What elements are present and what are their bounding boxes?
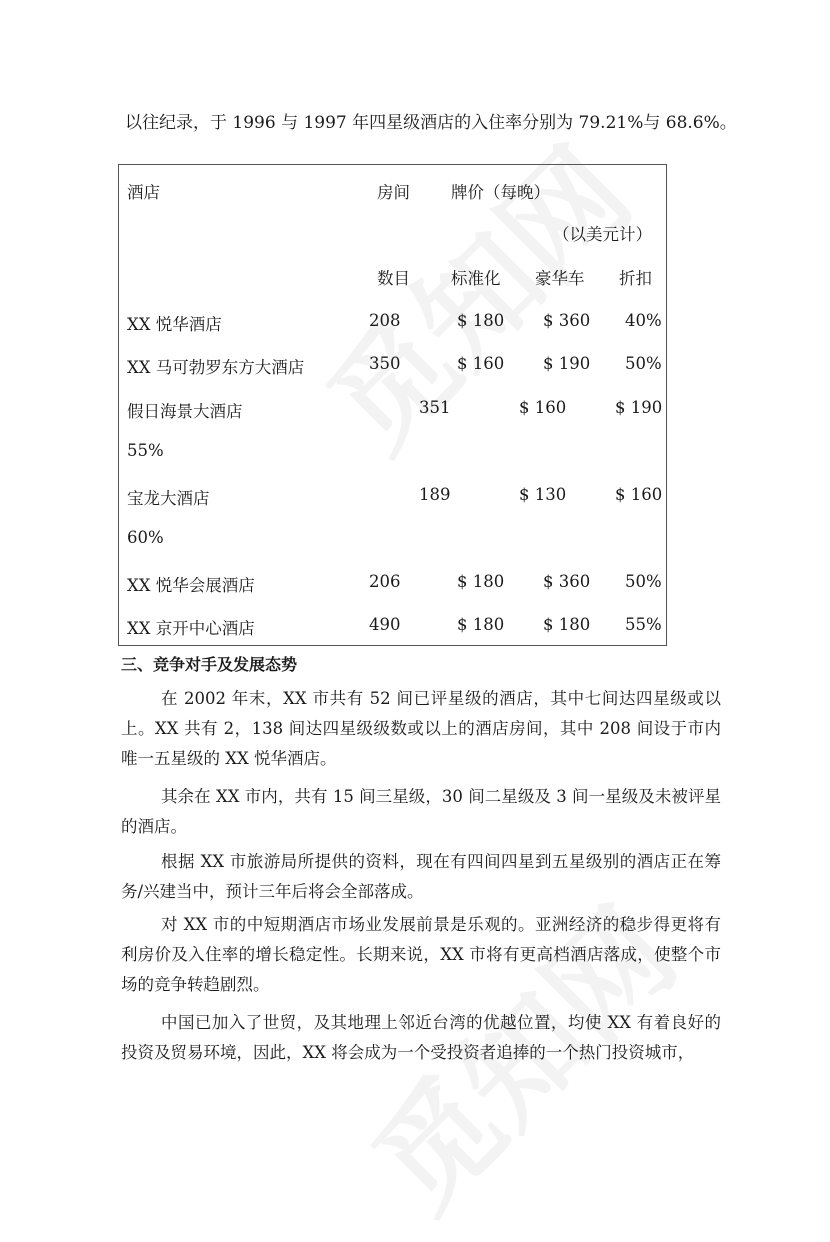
section-heading: 三、竞争对手及发展态势 bbox=[121, 655, 298, 674]
row-discount: 60% bbox=[127, 528, 164, 547]
paragraph: 在 2002 年末，XX 市共有 52 间已评星级的酒店，其中七间达四星级或以上。XX 共有 2，138 间达四星级级数或以上的酒店房间，其中 208 间设于市内唯一五星级的 XX 悦华酒店。 bbox=[121, 689, 721, 768]
paragraph: 根据 XX 市旅游局所提供的资料，现在有四间四星到五星级别的酒店正在筹务/兴建当中，预计三年后将会全部落成。 bbox=[121, 852, 721, 901]
row-standard: $ 180 bbox=[457, 572, 505, 591]
hotel-rate-table bbox=[118, 164, 667, 646]
row-deluxe: $ 360 bbox=[543, 311, 591, 330]
row-standard: $ 160 bbox=[457, 354, 505, 373]
row-rooms: 189 bbox=[419, 485, 451, 504]
row-hotel-name: 假日海景大酒店 bbox=[127, 402, 243, 421]
row-discount: 50% bbox=[625, 572, 662, 591]
intro-text: 以往纪录，于 1996 与 1997 年四星级酒店的入住率分别为 79.21%与 68.6%。 bbox=[125, 113, 737, 133]
row-hotel-name: XX 京开中心酒店 bbox=[127, 619, 255, 638]
row-deluxe: $ 180 bbox=[543, 615, 591, 634]
row-standard: $ 180 bbox=[457, 615, 505, 634]
row-standard: $ 130 bbox=[519, 485, 567, 504]
header-currency: （以美元计） bbox=[553, 225, 652, 244]
row-rooms: 350 bbox=[369, 354, 401, 373]
row-discount: 55% bbox=[127, 441, 164, 460]
row-hotel-name: XX 悦华酒店 bbox=[127, 315, 222, 334]
header-hotel: 酒店 bbox=[127, 183, 160, 202]
header-rate: 牌价（每晚） bbox=[451, 183, 550, 202]
row-standard: $ 160 bbox=[519, 398, 567, 417]
row-discount: 55% bbox=[625, 615, 662, 634]
row-rooms: 208 bbox=[369, 311, 401, 330]
row-deluxe: $ 160 bbox=[615, 485, 663, 504]
row-rooms: 490 bbox=[369, 615, 401, 634]
row-discount: 40% bbox=[625, 311, 662, 330]
header-deluxe: 豪华车 bbox=[535, 269, 585, 288]
paragraph: 对 XX 市的中短期酒店市场业发展前景是乐观的。亚洲经济的稳步得更将有利房价及入住率的增长稳定性。长期来说，XX 市将有更高档酒店落成，使整个市场的竞争转趋剧烈。 bbox=[121, 915, 721, 994]
row-hotel-name: XX 马可勃罗东方大酒店 bbox=[127, 358, 305, 377]
paragraph: 中国已加入了世贸，及其地理上邻近台湾的优越位置，均使 XX 有着良好的投资及贸易环境，因此，XX 将会成为一个受投资者追捧的一个热门投资城市， bbox=[121, 1013, 721, 1062]
row-rooms: 351 bbox=[419, 398, 451, 417]
header-rooms-bottom: 数目 bbox=[377, 269, 410, 288]
row-deluxe: $ 190 bbox=[615, 398, 663, 417]
row-deluxe: $ 190 bbox=[543, 354, 591, 373]
row-hotel-name: XX 悦华会展酒店 bbox=[127, 576, 255, 595]
paragraph: 其余在 XX 市内，共有 15 间三星级，30 间二星级及 3 间一星级及未被评星的酒店。 bbox=[121, 787, 721, 836]
row-hotel-name: 宝龙大酒店 bbox=[127, 489, 210, 508]
row-discount: 50% bbox=[625, 354, 662, 373]
header-rooms-top: 房间 bbox=[377, 183, 410, 202]
row-rooms: 206 bbox=[369, 572, 401, 591]
header-discount: 折扣 bbox=[619, 269, 652, 288]
row-deluxe: $ 360 bbox=[543, 572, 591, 591]
row-standard: $ 180 bbox=[457, 311, 505, 330]
header-standard: 标准化 bbox=[451, 269, 501, 288]
